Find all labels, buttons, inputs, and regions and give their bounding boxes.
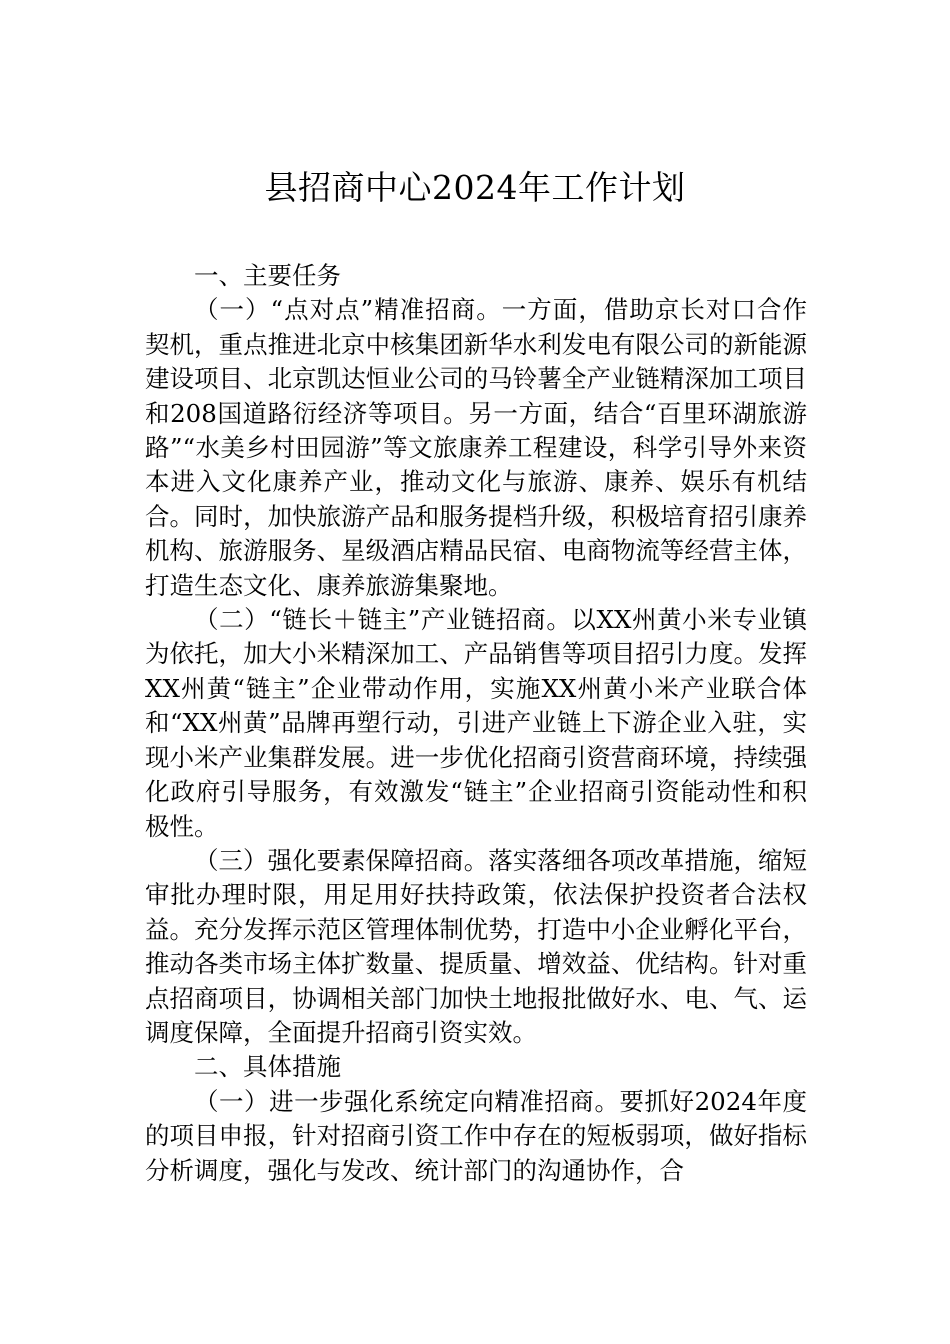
section-heading-main-tasks: 一、主要任务 bbox=[194, 261, 341, 290]
section-heading-specific-measures: 二、具体措施 bbox=[194, 1052, 341, 1082]
document-title: 县招商中心2024年工作计划 bbox=[264, 168, 686, 207]
paragraph-targeted-investment: （一）进一步强化系统定向精准招商。要抓好2024年度的项目申报，针对招商引资工作中存在的短板弱项，做好指标分析调度，强化与发改、统计部门的沟通协作，合 bbox=[145, 1086, 807, 1185]
paragraph-factor-guarantee-investment: （三）强化要素保障招商。落实落细各项改革措施，缩短审批办理时限，用足用好扶持政策，依法保护投资者合法权益。充分发挥示范区管理体制优势，打造中小企业孵化平台，推动各类市场主体扩数量、提质量、增效益、优结构。针对重点招商项目，协调相关部门加快土地报批做好水、电、气、运调度保障，全面提升招商引资实效。 bbox=[145, 845, 807, 1047]
document-body bbox=[145, 259, 807, 1188]
paragraph-point-to-point-investment: （一）“点对点”精准招商。一方面，借助京长对口合作契机，重点推进北京中核集团新华水利发电有限公司的新能源建设项目、北京凯达恒业公司的马铃薯全产业链精深加工项目和208国道路衍经济等项目。另一方面，结合“百里环湖旅游路”“水美乡村田园游”等文旅康养工程建设，科学引导外来资本进入文化康养产业，推动文化与旅游、康养、娱乐有机结合。同时，加快旅游产品和服务提档升级，积极培育招引康养机构、旅游服务、星级酒店精品民宿、电商物流等经营主体，打造生态文化、康养旅游集聚地。 bbox=[145, 295, 807, 600]
paragraph-industry-chain-investment: （二）“链长＋链主”产业链招商。以XX州黄小米专业镇为依托，加大小米精深加工、产品销售等项目招引力度。发挥XX州黄“链主”企业带动作用，实施XX州黄小米产业联合体和“XX州黄”品牌再塑行动，引进产业链上下游企业入驻，实现小米产业集群发展。进一步优化招商引资营商环境，持续强化政府引导服务，有效激发“链主”企业招商引资能动性和积极性。 bbox=[145, 605, 807, 841]
